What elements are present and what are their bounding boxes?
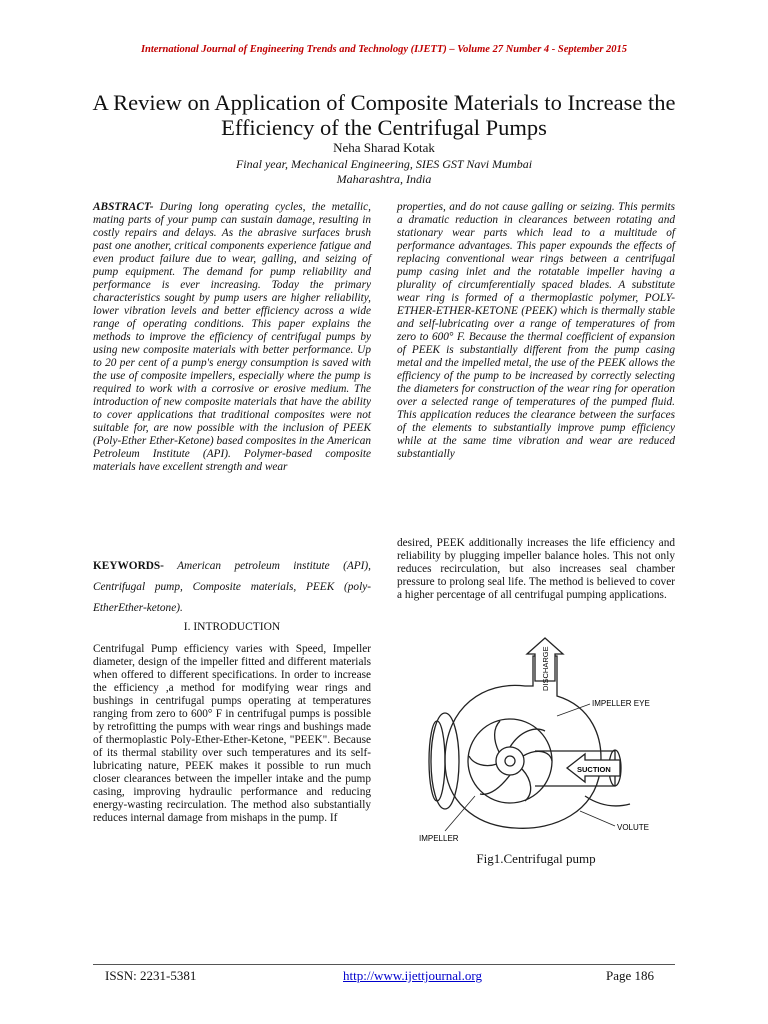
centrifugal-pump-figure — [415, 636, 665, 846]
footer-issn: ISSN: 2231-5381 — [105, 968, 197, 983]
label-volute: VOLUTE — [617, 823, 650, 832]
label-suction: SUCTION — [577, 765, 611, 774]
keywords-text: American petroleum institute (API), Centrifugal pump, Composite materials, PEEK (poly-EtherEther-ketone). — [93, 560, 371, 614]
keywords-label: KEYWORDS- — [93, 560, 164, 572]
journal-header: International Journal of Engineering Trends and Technology (IJETT) – Volume 27 Number 4 - September 2015 — [140, 44, 628, 55]
footer-page-number: Page 186 — [606, 968, 655, 983]
right-paragraph — [397, 537, 675, 602]
intro-text: Centrifugal Pump efficiency varies with Speed, Impeller diameter, design of the impeller fitted and different materials when offered to different specifications. In order to increase the efficiency ,a method for modifying wear rings and bushings in centrifugal pumps operating at temperatures ranging from zero to 600° F in centrifugal pumps is possible by retrofitting the pumps with wear rings and bushings made of thermoplastic Poly-Ether-Ether-Ketone, "PEEK". Because of its thermal stability over such temperatures and its self-lubricating nature, PEEK makes it possible to run much closer clearances between the impeller intake and the pump casing, improving hydraulic performance and reducing energy-wasting recirculation. The method also substantially reduces internal damage from mishaps in the pump. If — [93, 643, 371, 824]
intro-heading: I. INTRODUCTION — [183, 621, 281, 633]
author-name: Neha Sharad Kotak — [333, 140, 435, 155]
figure-caption: Fig1.Centrifugal pump — [476, 851, 596, 866]
footer-journal-link[interactable]: http://www.ijettjournal.org — [343, 968, 483, 983]
intro-paragraph — [93, 643, 371, 825]
abstract-continued-text: properties, and do not cause galling or seizing. This permits a dramatic reduction in clearances between rotating and stationary wear parts which lead to a multitude of performance advantages. This paper expounds the effects of replacing conventional wear rings between a centrifugal pump casing inlet and the rotatable impeller having a plurality of circumferentially spaced blades. A substitute wear ring is formed of a thermoplastic polymer, POLY-ETHER-ETHER-KETONE (PEEK) which is thermally stable and self-lubricating over a range of temperatures of from zero to 600° F. Because the thermal coefficient of expansion of PEEK is substantially different from the pump casing metal and the impelled metal, the use of the PEEK allows the efficiency of the pump to be increased by correctly selecting the diameters for construction of the wear ring for operation over a selected range of temperatures of the pumped fluid. This application reduces the clearance between the surfaces of the elements to substantially improve pump efficiency while at the same time vibration and wear are reduced substantially — [397, 201, 675, 460]
right-paragraph-text: desired, PEEK additionally increases the life efficiency and reliability by plugging impeller balance holes. This not only reduces recirculation, but also increases seal chamber pressure to prolong seal life. The method is believed to cover a higher percentage of all centrifugal pumping applications. — [397, 537, 675, 601]
label-impeller: IMPELLER — [419, 834, 459, 843]
label-impeller-eye: IMPELLER EYE — [592, 699, 650, 708]
abstract-label: ABSTRACT- — [93, 201, 154, 213]
label-discharge: DISCHARGE — [541, 646, 550, 691]
abstract — [93, 201, 371, 474]
affiliation-line-1: Final year, Mechanical Engineering, SIES GST Navi Mumbai — [235, 157, 533, 171]
pump-diagram — [415, 636, 665, 846]
paper-title: A Review on Application of Composite Materials to Increase the Efficiency of the Centrifugal Pumps — [92, 90, 676, 140]
footer-divider — [93, 964, 675, 965]
abstract-continued — [397, 201, 675, 461]
affiliation-line-2: Maharashtra, India — [336, 172, 432, 186]
keywords — [93, 556, 371, 619]
abstract-text: During long operating cycles, the metallic, mating parts of your pump can sustain damage, resulting in costly repairs and delays. As the abrasive surfaces brush past one another, critical components experience fatigue and even product failure due to wear, galling, and seizing of pump equipment. The demand for pump reliability and performance is ever increasing. Today the primary characteristics sought by pump users are higher reliability, lower vibration levels and better efficiency across a wide range of operating conditions. This paper explains the methods to improve the efficiency of centrifugal pumps by using new composite materials with better performance. Up to 20 per cent of a pump's energy consumption is saved with the use of composite impellers, especially where the pump is required to work with a corrosive or erosive medium. The introduction of new composite materials that have the ability to cover applications that traditional composites were not suitable for, are now possible with the inclusion of PEEK (Poly-Ether Ether-Ketone) based composites in the American Petroleum Institute (API). Polymer-based composite materials have excellent strength and wear — [93, 201, 371, 473]
